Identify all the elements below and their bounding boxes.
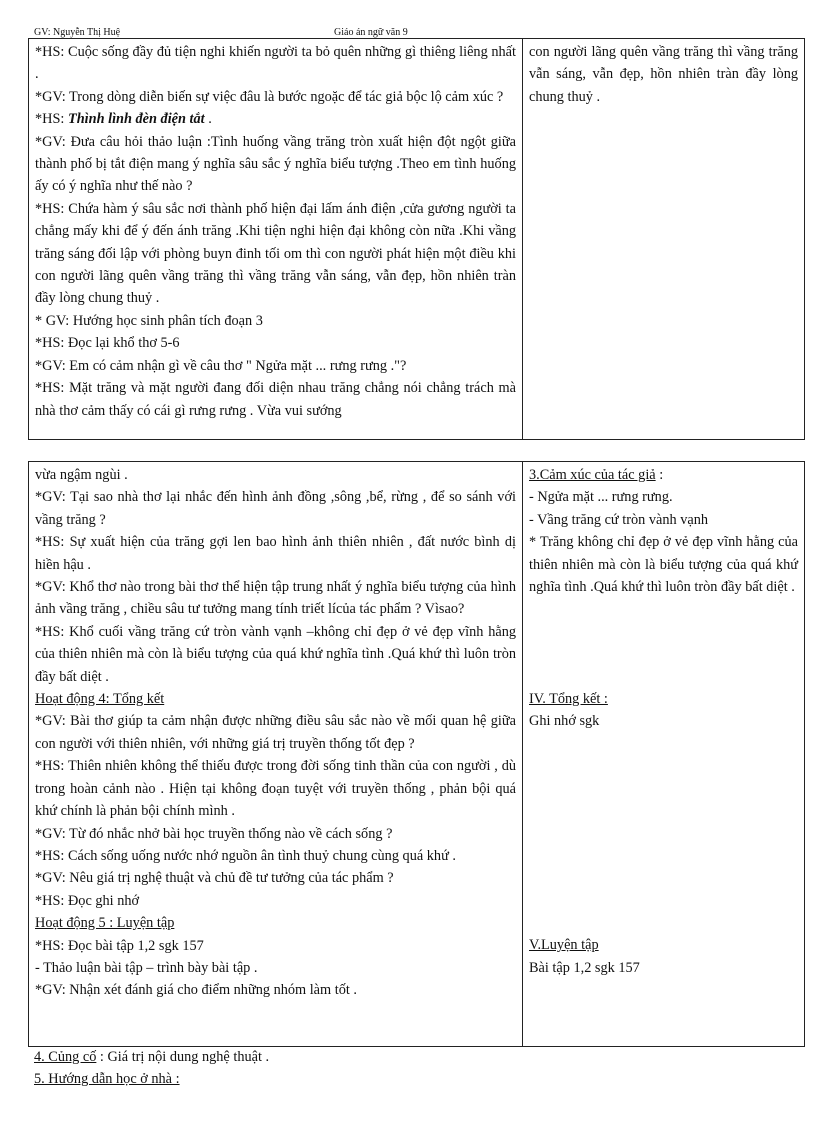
paragraph: *HS: Đọc bài tập 1,2 sgk 157 <box>35 937 204 954</box>
section-heading: IV. Tổng kết : <box>529 691 608 707</box>
paragraph: *HS: Cách sống uống nước nhớ nguồn ân tình thuỷ chung cùng quá khứ . <box>35 847 456 864</box>
paragraph: *GV: Nhận xét đánh giá cho điểm những nhóm làm tốt . <box>35 982 357 999</box>
paragraph: *GV: Em có cảm nhận gì về câu thơ " Ngửa mặt ... rưng rưng ."? <box>35 357 407 374</box>
spacer <box>529 822 798 844</box>
paragraph: *HS: Chứa hàm ý sâu sắc nơi thành phố hiện đại lấm ánh điện ,cửa gương người ta chẳng mấy khi để ý đến ánh trăng .Khi tiện nghi hiện đại không còn nữa .Khi vầng trăng sáng đối lập với phòng buyn đinh tối om thì con người phát hiện một điều khi con người lãng quên vầng trăng thì vầng trăng vẫn sáng, vẫn đẹp, hồn nhiên tràn đầy lòng chung thuỷ . <box>35 200 516 307</box>
consolidation-text: : Giá trị nội dung nghệ thuật . <box>96 1049 270 1065</box>
table-row <box>29 39 805 440</box>
activities-cell <box>29 39 523 440</box>
table-row <box>29 462 805 1047</box>
spacer <box>529 867 798 889</box>
spacer <box>529 890 798 912</box>
paragraph: *GV: Khổ thơ nào trong bài thơ thể hiện tập trung nhất ý nghĩa biểu tượng của hình ảnh vầng trăng , chiều sâu tư tưởng mang tính triết lícủa tác phẩm ? Vìsao? <box>35 579 516 618</box>
section-colon: : <box>655 467 664 483</box>
paragraph: - Thảo luận bài tập – trình bày bài tập . <box>35 959 258 976</box>
spacer <box>529 778 798 800</box>
paragraph: *HS: Sự xuất hiện của trăng gợi len bao hình ảnh thiên nhiên , đất nước bình dị hiền hậu . <box>35 534 516 573</box>
author-name: GV: Nguyễn Thị Huệ <box>34 27 121 38</box>
paragraph: *GV: Đưa câu hỏi thảo luận :Tình huống vầng trăng tròn xuất hiện đột ngột giữa thành phố bị tắt điện mang ý nghĩa sâu sắc ý nghĩa biểu tượng .Theo em tình huống ấy có ý nghĩa như thế nào ? <box>35 133 516 195</box>
activity-heading: Hoạt động 5 : Luyện tập <box>35 915 175 932</box>
paragraph-suffix: . <box>204 111 212 128</box>
paragraph: *HS: Mặt trăng và mặt người đang đối diện nhau trăng chẳng nói chẳng trách mà nhà thơ cảm thấy có cái gì rưng rưng . Vừa vui sướng <box>35 380 516 419</box>
document-title: Giáo án ngữ văn 9 <box>334 27 408 38</box>
emphasis-text: Thình lình đèn điện tắt <box>67 111 205 128</box>
paragraph: - Ngửa mặt ... rưng rưng. <box>529 489 673 506</box>
section-heading <box>529 464 798 486</box>
activity-heading: Hoạt động 4: Tổng kết <box>35 691 165 708</box>
paragraph: *HS: Khổ cuối vầng trăng cứ tròn vành vạnh –không chỉ đẹp ở vẻ đẹp vĩnh hằng của thiên nhiên mà còn là biểu tượng của quá khứ nghĩa tình .Quá khứ thì luôn tròn đầy bất diệt . <box>35 623 516 685</box>
content-cell <box>523 39 805 440</box>
paragraph: *HS: Cuộc sống đầy đủ tiện nghi khiến người ta bỏ quên những gì thiêng liêng nhất . <box>35 44 516 83</box>
paragraph: * GV: Hướng học sinh phân tích đoạn 3 <box>35 312 263 329</box>
lesson-table-2 <box>28 461 805 1047</box>
spacer <box>529 621 798 643</box>
paragraph: - Vầng trăng cứ tròn vành vạnh <box>529 511 708 528</box>
paragraph: *GV: Từ đó nhắc nhở bài học truyền thống nào về cách sống ? <box>35 825 393 842</box>
spacer <box>529 800 798 822</box>
paragraph-prefix: *HS: <box>35 111 68 128</box>
paragraph: Ghi nhớ sgk <box>529 713 600 730</box>
paragraph: *GV: Trong dòng diễn biến sự việc đâu là bước ngoặc để tác giả bộc lộ cảm xúc ? <box>35 88 504 105</box>
paragraph: *GV: Nêu giá trị nghệ thuật và chủ đề tư tưởng của tác phẩm ? <box>35 870 394 887</box>
paragraph: vừa ngậm ngùi . <box>35 467 128 483</box>
paragraph: *GV: Tại sao nhà thơ lại nhắc đến hình ảnh đồng ,sông ,bể, rừng , để so sánh với vầng trăng ? <box>35 489 516 528</box>
spacer <box>529 755 798 777</box>
consolidation-line <box>34 1046 269 1068</box>
activities-cell <box>29 462 523 1047</box>
paragraph: con người lãng quên vầng trăng thì vầng trăng vẫn sáng, vẫn đẹp, hồn nhiên tràn đầy lòng chung thuỷ . <box>529 44 798 105</box>
lesson-table-1 <box>28 38 805 440</box>
paragraph: *HS: Đọc ghi nhớ <box>35 892 140 909</box>
content-cell <box>523 462 805 1047</box>
spacer <box>529 643 798 665</box>
spacer <box>529 845 798 867</box>
section-heading: V.Luyện tập <box>529 937 599 954</box>
spacer <box>529 598 798 620</box>
consolidation-label: 4. Củng cố <box>34 1049 97 1065</box>
paragraph: Bài tập 1,2 sgk 157 <box>529 959 640 976</box>
paragraph: * Trăng không chỉ đẹp ở vẻ đẹp vĩnh hằng của thiên nhiên mà còn là biểu tượng của quá khứ nghĩa tình .Quá khứ thì luôn tròn đầy bất diệt . <box>529 534 798 596</box>
paragraph: *HS: Thiên nhiên không thể thiếu được trong đời sống tinh thần của con người , dù trong hoàn cảnh nào . Hiện tại không đoạn tuyệt với truyền thống , phản bội quá khứ chính là phản bội chính mình . <box>35 758 516 820</box>
homework-heading: 5. Hướng dẫn học ở nhà : <box>34 1071 180 1087</box>
spacer <box>529 733 798 755</box>
paragraph: *GV: Bài thơ giúp ta cảm nhận được những điều sâu sắc nào về mối quan hệ giữa con người với thiên nhiên, với những giá trị truyền thống tốt đẹp ? <box>35 713 516 752</box>
spacer <box>529 666 798 688</box>
paragraph: *HS: Đọc lại khổ thơ 5-6 <box>35 335 180 352</box>
paragraph <box>35 108 516 130</box>
page-footer <box>34 1046 269 1090</box>
spacer <box>529 912 798 934</box>
section-title: 3.Cảm xúc của tác giả <box>529 467 656 483</box>
